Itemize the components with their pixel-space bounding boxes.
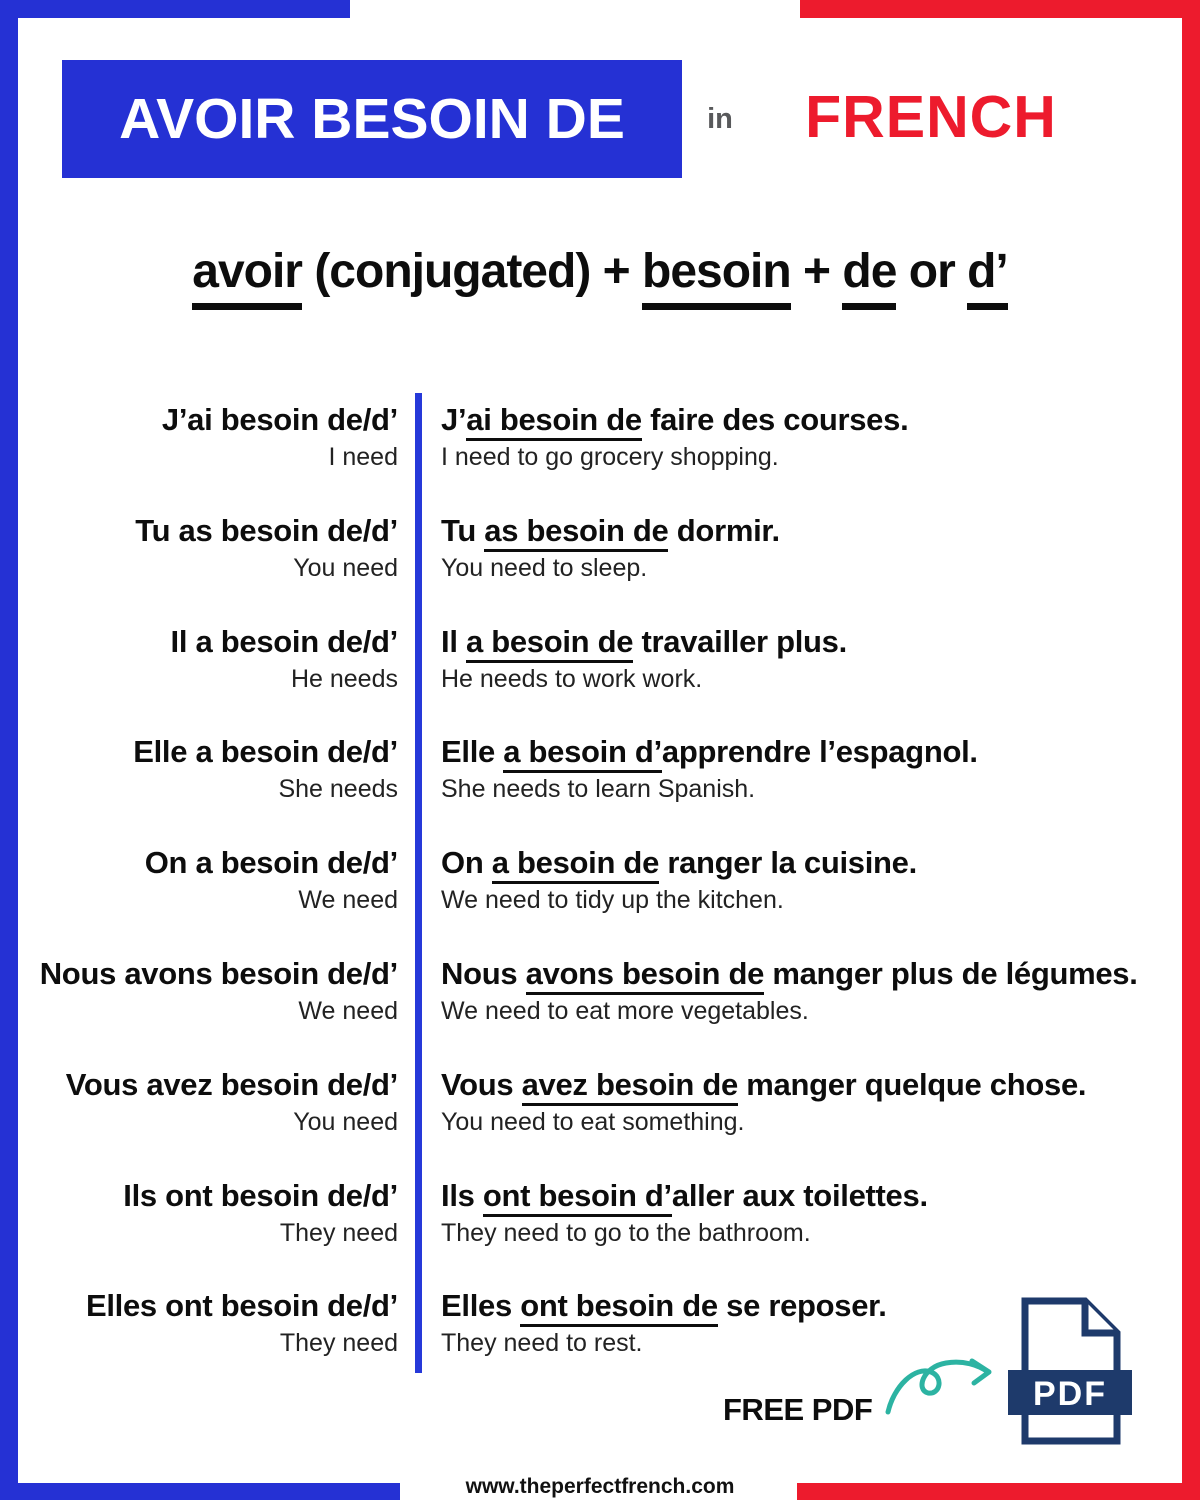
formula-text: or [896, 245, 968, 298]
example-text: Elle a besoin d’apprendre l’espagnol. [441, 733, 1182, 770]
example-underlined-part: avez besoin de [522, 1067, 738, 1106]
meaning-text: You need [293, 1107, 398, 1136]
translation-text: They need to rest. [441, 1329, 643, 1358]
conjugation-cell [0, 1287, 398, 1392]
example-underlined-part: avons besoin de [526, 956, 764, 995]
formula-keyword: de [842, 245, 896, 310]
example-underlined-part: ont besoin de [520, 1288, 718, 1327]
table-row [0, 1171, 1182, 1282]
example-text: J’ai besoin de faire des courses. [441, 401, 1182, 438]
translation-text: You need to sleep. [441, 553, 648, 582]
example-underlined-part: a besoin de [492, 845, 659, 884]
example-text: Elles ont besoin de se reposer. [441, 1287, 1182, 1324]
pdf-file-icon [1005, 1296, 1135, 1446]
table-row [0, 727, 1182, 838]
example-cell [441, 955, 1182, 1060]
example-text: Vous avez besoin de manger quelque chose. [441, 1066, 1182, 1103]
table-row [0, 949, 1182, 1060]
example-cell [441, 1177, 1182, 1282]
curly-arrow-icon [882, 1352, 1004, 1420]
language-title: FRENCH [805, 84, 1057, 150]
meaning-text: You need [293, 553, 398, 582]
conjugation-cell [0, 623, 398, 728]
top-left-border-band [0, 0, 350, 18]
example-underlined-part: a besoin d’ [503, 734, 662, 773]
meaning-text: They need [279, 1329, 398, 1358]
example-underlined-part: ai besoin de [466, 402, 642, 441]
formula-keyword: avoir [192, 245, 302, 310]
example-cell [441, 512, 1182, 617]
table-row [0, 395, 1182, 506]
conjugation-text: J’ai besoin de/d’ [161, 402, 398, 437]
table-row [0, 506, 1182, 617]
table-row [0, 617, 1182, 728]
conjugation-text: Vous avez besoin de/d’ [65, 1066, 398, 1102]
formula-line [20, 244, 1180, 299]
conjugation-cell [0, 955, 398, 1060]
conjugation-cell [0, 401, 398, 506]
conjugation-text: Elles ont besoin de/d’ [85, 1288, 398, 1324]
conjugation-text: Tu as besoin de/d’ [135, 512, 398, 548]
translation-text: He needs to work work. [441, 664, 703, 693]
conjugation-cell [0, 1177, 398, 1282]
meaning-text: She needs [278, 775, 398, 804]
title-banner [62, 60, 682, 178]
example-cell [441, 844, 1182, 949]
conjugation-text: Il a besoin de/d’ [170, 623, 398, 659]
page-title: AVOIR BESOIN DE [119, 87, 625, 151]
example-cell [441, 623, 1182, 728]
table-row [0, 838, 1182, 949]
meaning-text: I need [328, 443, 398, 471]
free-pdf-label: FREE PDF [723, 1392, 873, 1427]
example-text: Tu as besoin de dormir. [441, 512, 1182, 549]
formula-keyword: besoin [642, 245, 791, 310]
translation-text: We need to tidy up the kitchen. [441, 886, 784, 915]
meaning-text: They need [279, 1218, 398, 1247]
example-underlined-part: ont besoin d’ [483, 1178, 672, 1217]
conjugation-text: Elle a besoin de/d’ [133, 734, 398, 770]
formula-keyword: d’ [967, 245, 1008, 310]
formula-text: + [790, 245, 843, 298]
website-url: www.theperfectfrench.com [465, 1475, 735, 1498]
example-cell [441, 1066, 1182, 1171]
meaning-text: We need [298, 996, 398, 1025]
conjugation-cell [0, 1066, 398, 1171]
translation-text: We need to eat more vegetables. [441, 996, 809, 1025]
conjugation-cell [0, 512, 398, 617]
conjugation-text: Nous avons besoin de/d’ [39, 955, 398, 991]
conjugation-cell [0, 733, 398, 838]
example-underlined-part: a besoin de [466, 624, 633, 663]
conjugation-text: Ils ont besoin de/d’ [123, 1177, 398, 1213]
example-text: Il a besoin de travailler plus. [441, 623, 1182, 660]
meaning-text: We need [298, 886, 398, 915]
translation-text: I need to go grocery shopping. [441, 443, 779, 471]
translation-text: She needs to learn Spanish. [441, 775, 756, 804]
meaning-text: He needs [290, 664, 398, 693]
conjugation-cell [0, 844, 398, 949]
pdf-badge-text: PDF [1033, 1375, 1107, 1413]
example-cell [441, 733, 1182, 838]
conjugation-table [0, 395, 1182, 1392]
top-right-border-band [800, 0, 1200, 18]
example-text: Ils ont besoin d’aller aux toilettes. [441, 1177, 1182, 1214]
example-text: Nous avons besoin de manger plus de légumes. [441, 955, 1182, 992]
table-row [0, 1060, 1182, 1171]
conjugation-text: On a besoin de/d’ [144, 845, 398, 881]
connector-text: in [707, 102, 733, 135]
example-cell [441, 401, 1182, 506]
formula-text: (conjugated) + [301, 245, 642, 298]
right-border-strip [1182, 0, 1200, 1500]
translation-text: You need to eat something. [441, 1107, 745, 1136]
example-underlined-part: as besoin de [484, 513, 668, 552]
translation-text: They need to go to the bathroom. [441, 1218, 811, 1247]
example-text: On a besoin de ranger la cuisine. [441, 844, 1182, 881]
